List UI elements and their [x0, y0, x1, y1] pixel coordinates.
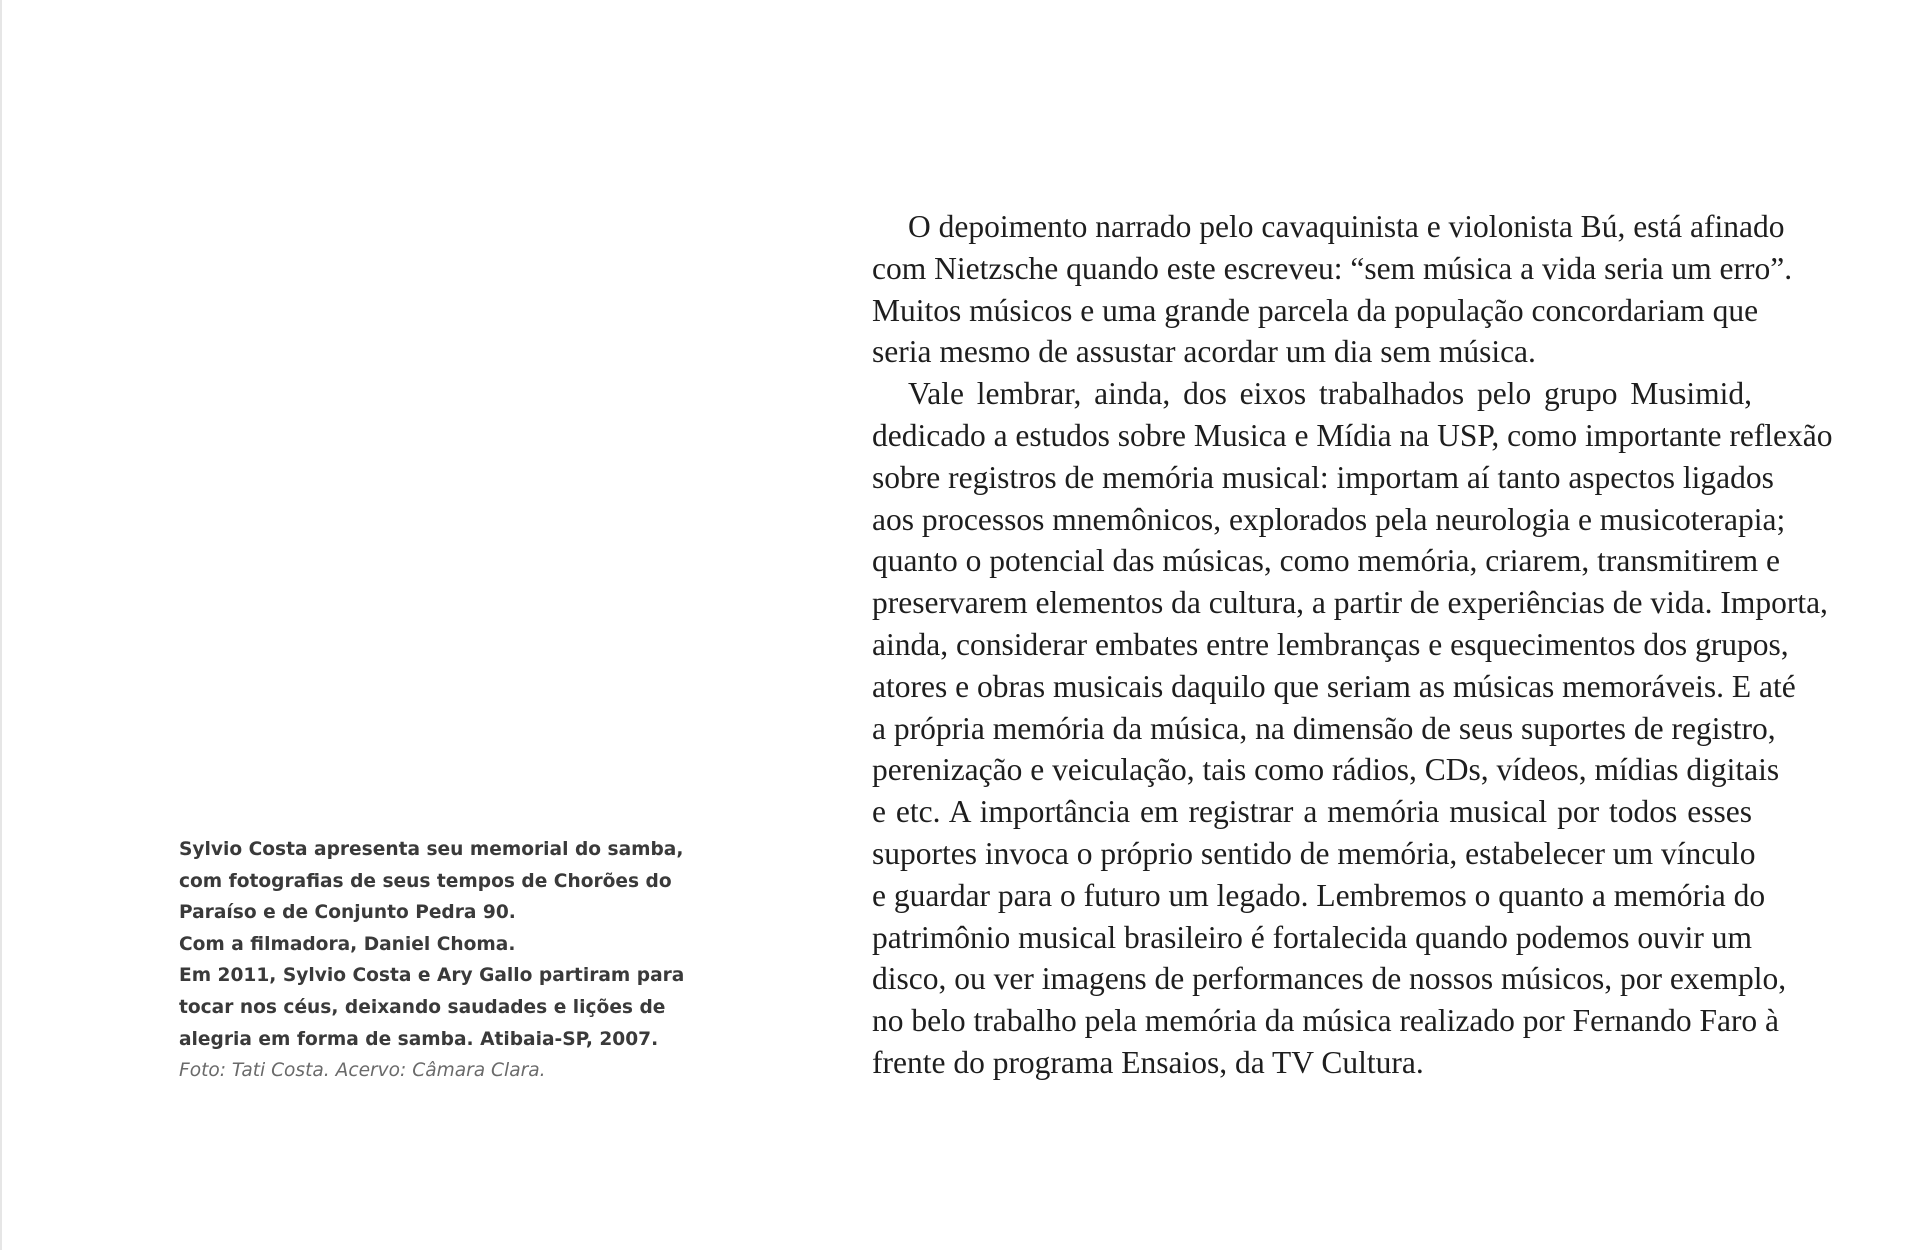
- text-line: perenização e veiculação, tais como rádios, CDs, vídeos, mídias digitais: [872, 752, 1780, 788]
- body-text: [872, 206, 1833, 1084]
- text-line: O depoimento narrado pelo cavaquinista e violonista Bú, está afinado: [908, 209, 1785, 244]
- text-line: a própria memória da música, na dimensão de seus suportes de registro,: [872, 710, 1776, 746]
- text-line: com Nietzsche quando este escreveu: “sem música a vida seria um erro”.: [872, 250, 1793, 286]
- text-line: patrimônio musical brasileiro é fortalecida quando podemos ouvir um: [872, 919, 1753, 955]
- caption-line: Sylvio Costa apresenta seu memorial do samba,: [179, 839, 684, 860]
- text-line: e etc. A importância em registrar a memória musical por todos esses: [872, 794, 1752, 830]
- caption-line: alegria em forma de samba. Atibaia-SP, 2007.: [179, 1028, 659, 1050]
- paragraph-2: [872, 373, 1833, 1084]
- text-line: quanto o potencial das músicas, como memória, criarem, transmitirem e: [872, 543, 1780, 579]
- text-line: e guardar para o futuro um legado. Lembremos o quanto a memória do: [872, 877, 1766, 913]
- caption-line: com fotografias de seus tempos de Chorões do: [179, 870, 672, 892]
- text-line: suportes invoca o próprio sentido de memória, estabelecer um vínculo: [872, 835, 1756, 871]
- photo-credit: Foto: Tati Costa. Acervo: Câmara Clara.: [179, 1060, 546, 1082]
- text-line: no belo trabalho pela memória da música realizado por Fernando Faro à: [872, 1003, 1780, 1039]
- text-line: Muitos músicos e uma grande parcela da população concordariam que: [872, 292, 1759, 328]
- caption-line: tocar nos céus, deixando saudades e lições de: [179, 996, 666, 1018]
- text-line: atores e obras musicais daquilo que seriam as músicas memoráveis. E até: [872, 668, 1796, 704]
- text-line: preservarem elementos da cultura, a partir de experiências de vida. Importa,: [872, 585, 1828, 621]
- text-line: frente do programa Ensaios, da TV Cultura.: [872, 1044, 1424, 1080]
- text-line: ainda, considerar embates entre lembranças e esquecimentos dos grupos,: [872, 626, 1789, 662]
- text-line: aos processos mnemônicos, explorados pela neurologia e musicoterapia;: [872, 501, 1786, 537]
- text-line: sobre registros de memória musical: importam aí tanto aspectos ligados: [872, 459, 1774, 495]
- photo-caption: [179, 834, 685, 1087]
- page-edge-divider: [0, 0, 2, 1250]
- caption-line: Paraíso e de Conjunto Pedra 90.: [179, 902, 516, 924]
- text-line: Vale lembrar, ainda, dos eixos trabalhados pelo grupo Musimid,: [908, 376, 1752, 412]
- caption-line: Com a filmadora, Daniel Choma.: [179, 933, 516, 955]
- text-line: dedicado a estudos sobre Musica e Mídia na USP, como importante reflexão: [872, 417, 1833, 453]
- paragraph-1: [872, 206, 1793, 373]
- caption-line: Em 2011, Sylvio Costa e Ary Gallo partiram para: [179, 965, 685, 987]
- text-line: disco, ou ver imagens de performances de nossos músicos, por exemplo,: [872, 961, 1787, 997]
- text-line: seria mesmo de assustar acordar um dia sem música.: [872, 334, 1536, 370]
